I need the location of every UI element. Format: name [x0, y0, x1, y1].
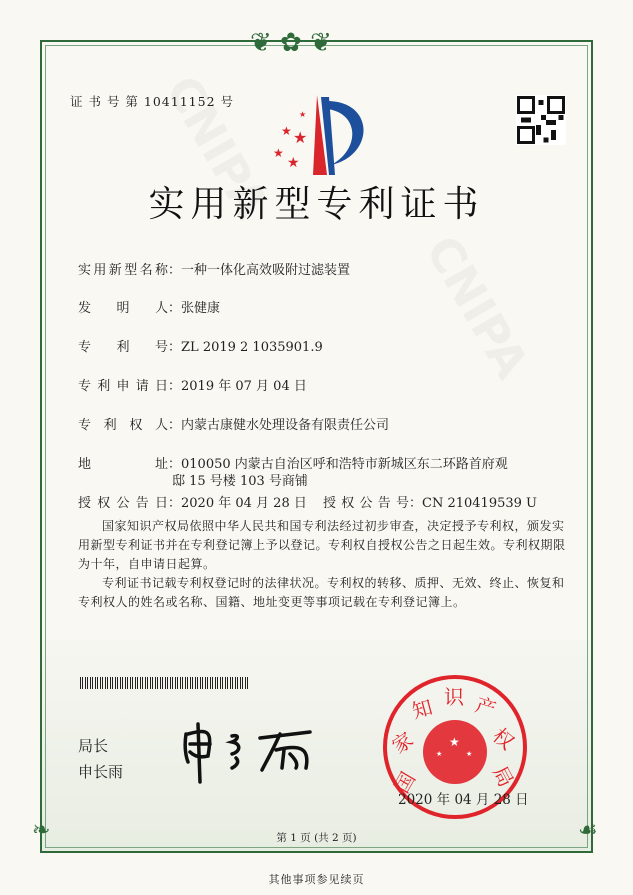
field-grant-date: 授权公告日：2020 年 04 月 28 日 — [78, 492, 307, 511]
field-value: 内蒙古康健水处理设备有限责任公司 — [181, 418, 390, 433]
statement-paragraph: 专利证书记载专利权登记时的法律状况。专利权的转移、质押、无效、终止、恢复和专利权人的姓名或名称、国籍、地址变更等事项记载在专利登记簿上。 — [78, 576, 565, 609]
field-label: 专利权人 — [78, 418, 168, 433]
field-utility-model-name: 实用新型名称：一种一体化高效吸附过滤装置 — [78, 259, 350, 278]
field-value: 一种一体化高效吸附过滤装置 — [181, 263, 351, 278]
qr-code — [516, 95, 566, 145]
corner-ornament-icon: ☙ — [578, 818, 598, 843]
field-value: 张健康 — [181, 301, 221, 316]
svg-text:权: 权 — [487, 723, 519, 755]
field-patent-number: 专利号：ZL 2019 2 1035901.9 — [78, 336, 323, 355]
field-label: 专利申请日 — [78, 379, 168, 394]
field-value: 010050 内蒙古自治区呼和浩特市新城区东二环路首府观 — [181, 457, 508, 472]
cnipa-logo — [265, 95, 370, 175]
field-value: 2020 年 04 月 28 日 — [181, 496, 307, 511]
barcode — [80, 677, 248, 689]
field-address: 地址：010050 内蒙古自治区呼和浩特市新城区东二环路首府观 — [78, 453, 508, 472]
field-address-line2: 邸 15 号楼 103 号商铺 — [172, 474, 308, 489]
svg-text:★: ★ — [287, 155, 300, 171]
field-value: 2019 年 07 月 04 日 — [181, 379, 307, 394]
handwritten-signature — [180, 722, 330, 787]
svg-text:★: ★ — [273, 146, 284, 160]
svg-text:国: 国 — [389, 767, 421, 798]
field-inventor: 发明人：张健康 — [78, 297, 220, 316]
page-title: 实用新型专利证书 — [148, 184, 485, 225]
field-label: 专利号 — [78, 340, 168, 355]
svg-text:★: ★ — [449, 735, 460, 749]
certificate-number: 证 书 号 第 10411152 号 — [70, 94, 234, 109]
field-label: 实用新型名称 — [78, 263, 168, 278]
svg-text:家: 家 — [387, 727, 418, 759]
field-patentee: 专利权人：内蒙古康健水处理设备有限责任公司 — [78, 414, 389, 433]
field-value: ZL 2019 2 1035901.9 — [181, 340, 323, 355]
page-indicator: 第 1 页 (共 2 页) — [276, 832, 357, 844]
svg-text:产: 产 — [472, 692, 499, 722]
svg-text:★: ★ — [281, 124, 292, 138]
svg-text:识: 识 — [444, 685, 464, 709]
svg-text:局: 局 — [487, 762, 519, 791]
svg-text:★: ★ — [466, 750, 473, 758]
statement-paragraph: 国家知识产权局依照中华人民共和国专利法经过初步审查，决定授予专利权，颁发实用新型专利证书并在专利登记簿上予以登记。专利权自授权公告之日起生效。专利权期限为十年，自申请日起算。 — [78, 519, 566, 571]
field-application-date: 专利申请日：2019 年 07 月 04 日 — [78, 375, 307, 394]
field-label: 授权公告号 — [323, 496, 409, 511]
continuation-note: 其他事项参见续页 — [268, 873, 365, 886]
signatory-name: 申长雨 — [78, 763, 124, 781]
signatory-title: 局长 — [78, 737, 109, 755]
field-label: 地址 — [78, 457, 168, 472]
svg-text:★: ★ — [436, 750, 443, 758]
field-value: CN 210419539 U — [422, 496, 537, 511]
top-ornament-icon: ❦ ✿ ❦ — [250, 28, 332, 58]
svg-text:知: 知 — [409, 694, 436, 724]
field-label: 授权公告日 — [78, 496, 168, 511]
svg-text:★: ★ — [293, 128, 308, 147]
field-grant-number: 授权公告号：CN 210419539 U — [323, 492, 537, 511]
seal-date: 2020 年 04 月 28 日 — [398, 792, 529, 808]
field-label: 发明人 — [78, 301, 168, 316]
svg-text:★: ★ — [299, 110, 307, 119]
corner-ornament-icon: ❧ — [32, 818, 51, 843]
